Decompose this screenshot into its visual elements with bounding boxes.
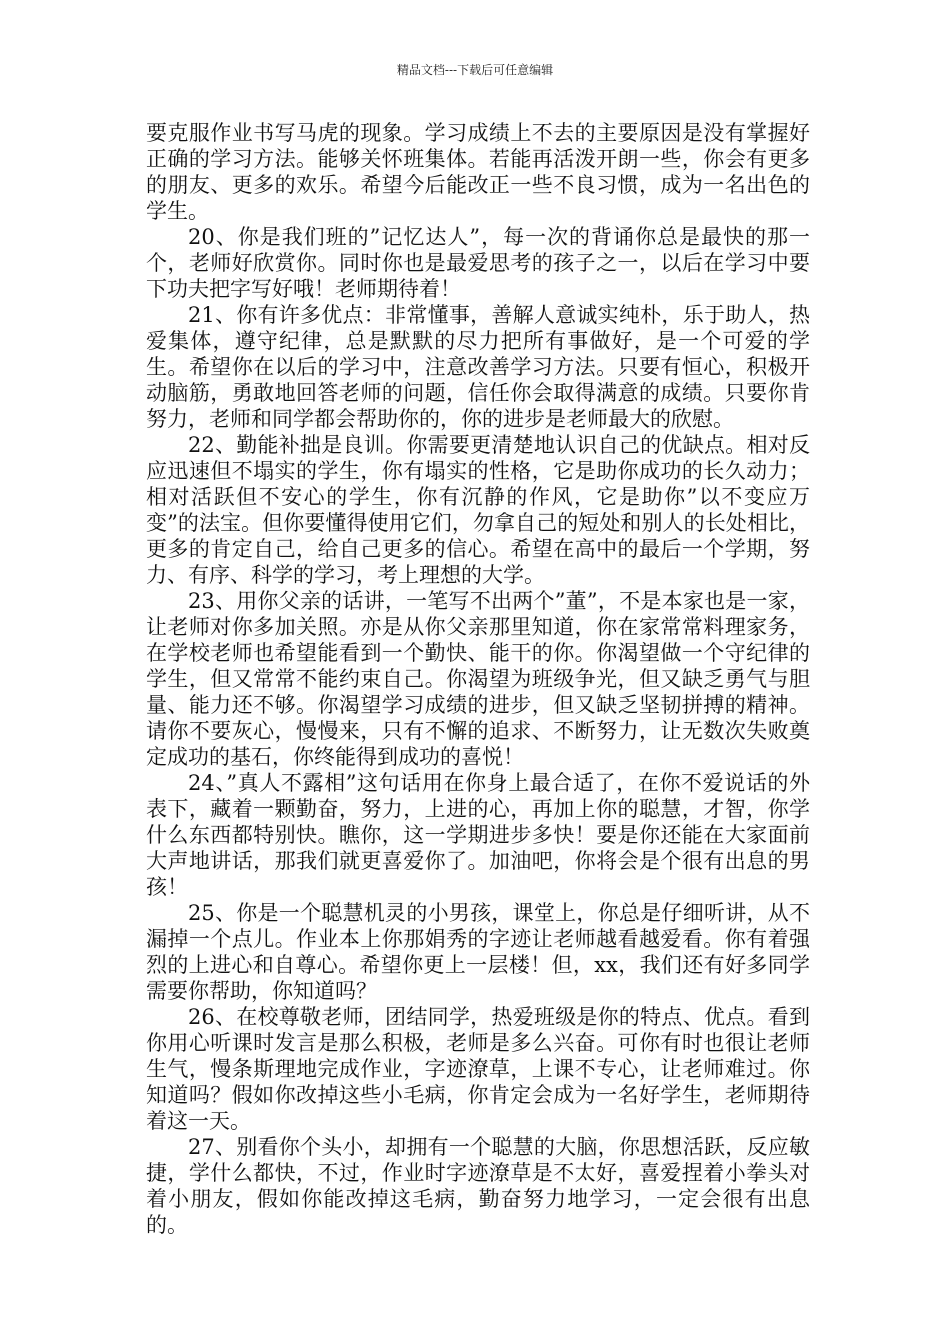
page-header: 精品文档---下载后可任意编辑 [396, 63, 554, 77]
paragraph-22: 22、勤能补拙是良训。你需要更清楚地认识自己的优缺点。相对反应迅速但不塌实的学生，你有塌实的性格，它是助你成功的长久动力；相对活跃但不安心的学生，你有沉静的作风，它是助你”以不变应万变”的法宝。但你要懂得使用它们，勿拿自己的短处和别人的长处相比，更多的肯定自己，给自己更多的信心。希望在高中的最后一个学期，努力、有序、科学的学习，考上理想的大学。 [146, 433, 810, 587]
paragraph-21: 21、你有许多优点：非常懂事，善解人意诚实纯朴，乐于助人，热爱集体，遵守纪律，总是默默的尽力把所有事做好，是一个可爱的学生。希望你在以后的学习中，注意改善学习方法。只要有恒心，积极开动脑筋，勇敢地回答老师的问题，信任你会取得满意的成绩。只要你肯努力，老师和同学都会帮助你的，你的进步是老师最大的欣慰。 [146, 303, 810, 431]
paragraph-intro: 要克服作业书写马虎的现象。学习成绩上不去的主要原因是没有掌握好正确的学习方法。能够关怀班集体。若能再活泼开朗一些，你会有更多的朋友、更多的欢乐。希望今后能改正一些不良习惯，成为一名出色的学生。 [146, 121, 810, 223]
paragraph-23: 23、用你父亲的话讲，一笔写不出两个”董”，不是本家也是一家，让老师对你多加关照。亦是从你父亲那里知道，你在家常常料理家务，在学校老师也希望能看到一个勤快、能干的你。你渴望做一个守纪律的学生，但又常常不能约束自己。你渴望为班级争光，但又缺乏勇气与胆量、能力还不够。你渴望学习成绩的进步，但又缺乏坚韧拼搏的精神。请你不要灰心，慢慢来，只有不懈的追求、不断努力，让无数次失败奠定成功的基石，你终能得到成功的喜悦！ [146, 589, 810, 769]
paragraph-26: 26、在校尊敬老师，团结同学，热爱班级是你的特点、优点。看到你用心听课时发言是那么积极，老师是多么兴奋。可你有时也很让老师生气，慢条斯理地完成作业，字迹潦草，上课不专心，让老师难过。你知道吗？假如你改掉这些小毛病，你肯定会成为一名好学生，老师期待着这一天。 [146, 1005, 810, 1133]
paragraph-20: 20、你是我们班的”记忆达人”，每一次的背诵你总是最快的那一个，老师好欣赏你。同时你也是最爱思考的孩子之一，以后在学习中要下功夫把字写好哦！老师期待着！ [146, 225, 810, 301]
paragraph-27: 27、别看你个头小，却拥有一个聪慧的大脑，你思想活跃，反应敏捷，学什么都快，不过，作业时字迹潦草是不太好，喜爱捏着小拳头对着小朋友，假如你能改掉这毛病，勤奋努力地学习，一定会很有出息的。 [146, 1135, 810, 1237]
paragraph-24: 24、”真人不露相”这句话用在你身上最合适了，在你不爱说话的外表下，藏着一颗勤奋，努力，上进的心，再加上你的聪慧，才智，你学什么东西都特别快。瞧你，这一学期进步多快！要是你还能在大家面前大声地讲话，那我们就更喜爱你了。加油吧，你将会是个很有出息的男孩！ [146, 771, 810, 899]
document-body [146, 120, 810, 1238]
paragraph-25: 25、你是一个聪慧机灵的小男孩，课堂上，你总是仔细听讲，从不漏掉一个点儿。作业本上你那娟秀的字迹让老师越看越爱看。你有着强烈的上进心和自尊心。希望你更上一层楼！但，xx，我们还有好多同学需要你帮助，你知道吗？ [146, 901, 810, 1003]
